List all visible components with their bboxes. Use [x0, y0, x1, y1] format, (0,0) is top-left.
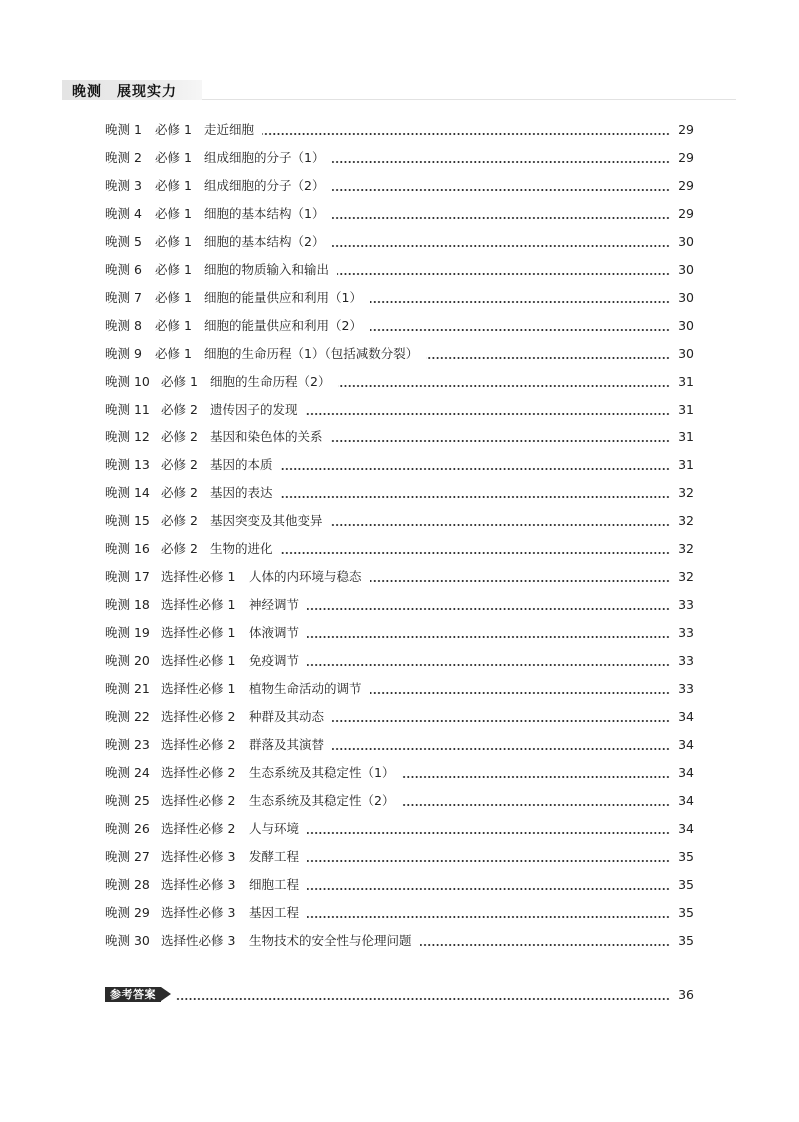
answers-entry[interactable] [105, 985, 694, 1005]
toc-entry[interactable] [105, 260, 694, 280]
entry-label: 晚测 30 [105, 932, 150, 948]
entry-title: 生态系统及其稳定性（2） [249, 792, 395, 808]
entry-page-number: 30 [678, 233, 694, 249]
dot-leader [281, 552, 670, 554]
dot-leader [426, 357, 670, 359]
toc-entry[interactable] [105, 288, 694, 308]
toc-entry[interactable] [105, 567, 694, 587]
header-rule [202, 99, 736, 100]
entry-page-number: 30 [678, 261, 694, 277]
toc-entry[interactable] [105, 232, 694, 252]
entry-title: 神经调节 [249, 597, 300, 613]
entry-page-number: 32 [678, 485, 694, 501]
entry-label: 晚测 8 [105, 317, 142, 333]
toc-entry[interactable] [105, 455, 694, 475]
entry-title: 基因和染色体的关系 [210, 429, 323, 445]
entry-subject: 选择性必修 2 [161, 764, 236, 780]
entry-subject: 必修 2 [161, 513, 198, 529]
entry-subject: 选择性必修 1 [161, 625, 236, 641]
entry-subject: 选择性必修 1 [161, 597, 236, 613]
entry-subject: 必修 1 [155, 261, 192, 277]
toc-entry[interactable] [105, 204, 694, 224]
entry-title: 生物技术的安全性与伦理问题 [249, 932, 412, 948]
toc-entry[interactable] [105, 679, 694, 699]
entry-title: 基因突变及其他变异 [210, 513, 323, 529]
entry-label: 晚测 12 [105, 429, 150, 445]
entry-title: 生态系统及其稳定性（1） [249, 764, 395, 780]
section-title: 晚测 展现实力 [72, 84, 177, 100]
entry-title: 群落及其演替 [249, 736, 325, 752]
entry-label: 晚测 18 [105, 597, 150, 613]
entry-label: 晚测 13 [105, 457, 150, 473]
entry-subject: 必修 2 [161, 541, 198, 557]
entry-label: 晚测 15 [105, 513, 150, 529]
entry-subject: 选择性必修 3 [161, 848, 236, 864]
entry-subject: 必修 2 [161, 429, 198, 445]
entry-title: 体液调节 [249, 625, 300, 641]
entry-page-number: 33 [678, 681, 694, 696]
entry-page-number: 30 [678, 317, 694, 333]
dot-leader [332, 189, 670, 191]
toc-entry[interactable] [105, 875, 694, 895]
entry-page-number: 29 [678, 122, 694, 137]
dot-leader [332, 720, 670, 722]
entry-subject: 必修 1 [155, 149, 192, 165]
entry-page-number: 29 [678, 149, 694, 165]
entry-page-number: 33 [678, 597, 694, 613]
toc-entry[interactable] [105, 483, 694, 503]
entry-page-number: 34 [678, 820, 694, 836]
entry-subject: 必修 1 [155, 122, 192, 137]
toc-entry[interactable] [105, 316, 694, 336]
entry-label: 晚测 22 [105, 708, 150, 724]
entry-label: 晚测 25 [105, 792, 150, 808]
entry-title: 细胞的生命历程（1）（包括减数分裂） [204, 345, 419, 361]
dot-leader [370, 329, 670, 331]
entry-title: 基因工程 [249, 904, 300, 920]
entry-page-number: 32 [678, 513, 694, 529]
toc-entry[interactable] [105, 791, 694, 811]
entry-label: 晚测 29 [105, 904, 150, 920]
entry-page-number: 35 [678, 876, 694, 892]
entry-page-number: 34 [678, 736, 694, 752]
entry-label: 晚测 24 [105, 764, 150, 780]
entry-subject: 选择性必修 1 [161, 569, 236, 585]
entry-title: 植物生命活动的调节 [249, 681, 362, 696]
entry-title: 种群及其动态 [249, 708, 325, 724]
entry-subject: 必修 1 [155, 289, 192, 305]
entry-title: 细胞的基本结构（2） [204, 233, 325, 249]
toc-entry[interactable] [105, 400, 694, 420]
entry-page-number: 29 [678, 177, 694, 193]
entry-subject: 选择性必修 2 [161, 792, 236, 808]
entry-subject: 必修 1 [155, 205, 192, 221]
dot-leader [420, 944, 670, 946]
entry-page-number: 35 [678, 848, 694, 864]
toc-entry[interactable] [105, 735, 694, 755]
entry-subject: 必修 2 [161, 401, 198, 417]
toc-entry[interactable] [105, 539, 694, 559]
dot-leader [331, 440, 670, 442]
entry-page-number: 32 [678, 569, 694, 585]
dot-leader [370, 301, 670, 303]
entry-subject: 选择性必修 1 [161, 681, 236, 696]
dot-leader [307, 888, 670, 890]
dot-leader [307, 664, 670, 666]
dot-leader [402, 776, 670, 778]
entry-title: 细胞的能量供应和利用（2） [204, 317, 362, 333]
entry-title: 人体的内环境与稳态 [249, 569, 362, 585]
entry-subject: 选择性必修 2 [161, 708, 236, 724]
toc-entry[interactable] [105, 427, 694, 447]
entry-title: 走近细胞 [204, 122, 255, 137]
entry-title: 细胞的生命历程（2） [210, 373, 331, 389]
toc-entry[interactable] [105, 372, 694, 392]
dot-leader [175, 998, 670, 1000]
entry-subject: 必修 2 [161, 457, 198, 473]
entry-page-number: 35 [678, 932, 694, 948]
toc-entry[interactable] [105, 595, 694, 615]
entry-label: 晚测 26 [105, 820, 150, 836]
entry-title: 细胞的基本结构（1） [204, 205, 325, 221]
badge-arrow-icon [161, 987, 171, 1001]
entry-label: 晚测 6 [105, 261, 142, 277]
entry-label: 晚测 17 [105, 569, 150, 585]
entry-page-number: 33 [678, 653, 694, 669]
entry-page-number: 31 [678, 457, 694, 473]
entry-title: 组成细胞的分子（2） [204, 177, 325, 193]
toc-entry[interactable] [105, 651, 694, 671]
toc-entry[interactable] [105, 148, 694, 168]
entry-label: 晚测 7 [105, 289, 142, 305]
entry-label: 晚测 21 [105, 681, 150, 696]
dot-leader [370, 692, 670, 694]
entry-subject: 选择性必修 3 [161, 876, 236, 892]
dot-leader [307, 832, 670, 834]
entry-subject: 必修 1 [155, 177, 192, 193]
entry-title: 基因的表达 [210, 485, 273, 501]
toc-entry[interactable] [105, 120, 694, 140]
entry-subject: 选择性必修 1 [161, 653, 236, 669]
entry-title: 人与环境 [249, 820, 300, 836]
entry-page-number: 31 [678, 373, 694, 389]
entry-title: 生物的进化 [210, 541, 273, 557]
entry-subject: 必修 1 [161, 373, 198, 389]
dot-leader [402, 804, 670, 806]
entry-page-number: 34 [678, 764, 694, 780]
entry-title: 遗传因子的发现 [210, 401, 298, 417]
entry-page-number: 33 [678, 625, 694, 641]
entry-label: 晚测 19 [105, 625, 150, 641]
dot-leader [338, 385, 670, 387]
entry-page-number: 31 [678, 429, 694, 445]
toc-entry[interactable] [105, 623, 694, 643]
entry-title: 细胞工程 [249, 876, 300, 892]
dot-leader [332, 161, 670, 163]
toc-entry[interactable] [105, 903, 694, 923]
answers-page-number: 36 [678, 987, 694, 1002]
answers-badge: 参考答案 [105, 987, 161, 1002]
toc-entry[interactable] [105, 847, 694, 867]
entry-label: 晚测 3 [105, 177, 142, 193]
entry-label: 晚测 4 [105, 205, 142, 221]
entry-subject: 选择性必修 3 [161, 932, 236, 948]
entry-page-number: 35 [678, 904, 694, 920]
dot-leader [307, 860, 670, 862]
dot-leader [281, 468, 670, 470]
toc-entry[interactable] [105, 176, 694, 196]
dot-leader [307, 608, 670, 610]
dot-leader [332, 217, 670, 219]
entry-subject: 必修 1 [155, 233, 192, 249]
entry-title: 发酵工程 [249, 848, 300, 864]
entry-subject: 必修 1 [155, 345, 192, 361]
entry-label: 晚测 2 [105, 149, 142, 165]
entry-subject: 必修 1 [155, 317, 192, 333]
dot-leader [337, 273, 670, 275]
entry-title: 基因的本质 [210, 457, 273, 473]
entry-page-number: 31 [678, 401, 694, 417]
dot-leader [332, 245, 670, 247]
entry-label: 晚测 9 [105, 345, 142, 361]
entry-label: 晚测 10 [105, 373, 150, 389]
toc-entry[interactable] [105, 344, 694, 364]
entry-title: 细胞的能量供应和利用（1） [204, 289, 362, 305]
entry-page-number: 30 [678, 289, 694, 305]
entry-label: 晚测 14 [105, 485, 150, 501]
entry-title: 组成细胞的分子（1） [204, 149, 325, 165]
entry-label: 晚测 23 [105, 736, 150, 752]
entry-label: 晚测 27 [105, 848, 150, 864]
entry-label: 晚测 16 [105, 541, 150, 557]
entry-page-number: 34 [678, 708, 694, 724]
dot-leader [307, 636, 670, 638]
entry-page-number: 34 [678, 792, 694, 808]
entry-page-number: 32 [678, 541, 694, 557]
entry-label: 晚测 5 [105, 233, 142, 249]
dot-leader [332, 748, 670, 750]
entry-title: 细胞的物质输入和输出 [204, 261, 330, 277]
entry-page-number: 29 [678, 205, 694, 221]
toc-entry[interactable] [105, 511, 694, 531]
dot-leader [370, 580, 670, 582]
toc-entry[interactable] [105, 707, 694, 727]
dot-leader [331, 524, 670, 526]
entry-label: 晚测 20 [105, 653, 150, 669]
entry-subject: 必修 2 [161, 485, 198, 501]
section-tab [62, 80, 202, 100]
entry-label: 晚测 1 [105, 122, 142, 137]
dot-leader [262, 133, 670, 135]
toc-entry[interactable] [105, 931, 694, 951]
dot-leader [307, 916, 670, 918]
toc-entry[interactable] [105, 763, 694, 783]
entry-subject: 选择性必修 2 [161, 820, 236, 836]
entry-subject: 选择性必修 2 [161, 736, 236, 752]
toc-entry[interactable] [105, 819, 694, 839]
section-header [62, 80, 736, 100]
entry-page-number: 30 [678, 345, 694, 361]
dot-leader [281, 496, 670, 498]
entry-label: 晚测 11 [105, 401, 150, 417]
entry-title: 免疫调节 [249, 653, 300, 669]
dot-leader [306, 413, 670, 415]
entry-label: 晚测 28 [105, 876, 150, 892]
entry-subject: 选择性必修 3 [161, 904, 236, 920]
